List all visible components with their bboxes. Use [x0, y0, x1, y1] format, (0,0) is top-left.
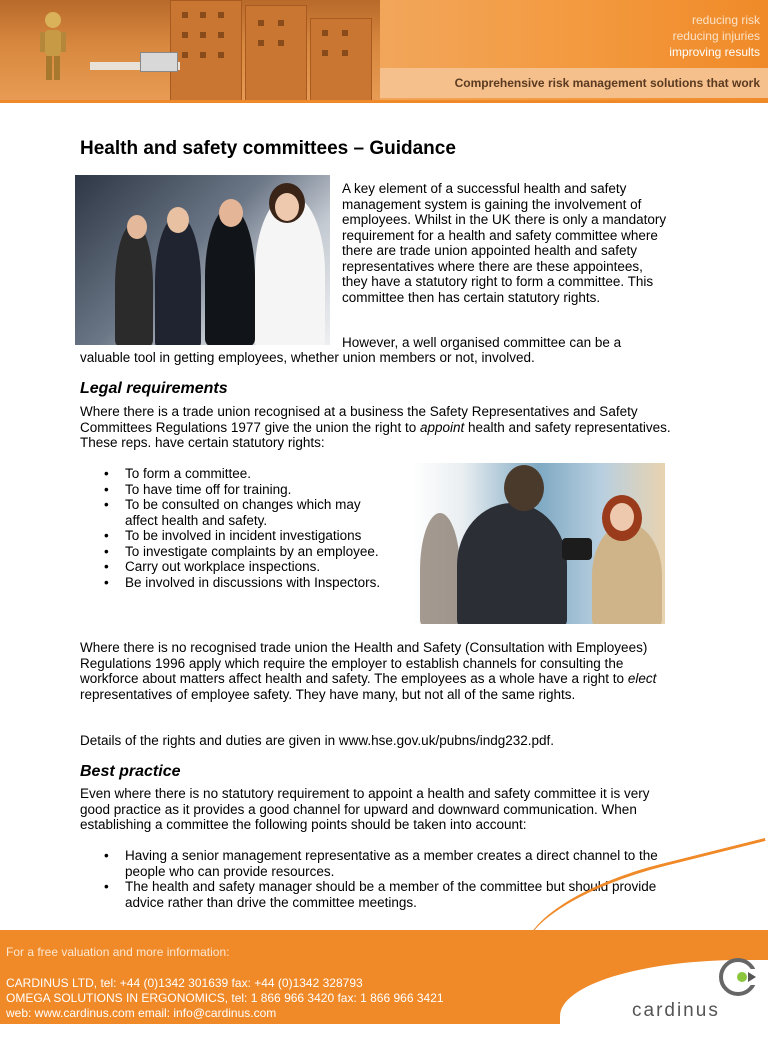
header-photo: [0, 0, 380, 103]
best-practice-heading: Best practice: [80, 763, 181, 780]
tagline-1: reducing risk: [691, 13, 760, 27]
no-union-text-end: representatives of employee safety. They have many, but not all of the same rights.: [80, 686, 576, 702]
cardinus-logo-icon: [718, 957, 758, 997]
intro-paragraph: A key element of a successful health and safety management system is gaining the involvement of employees. Whilst in the UK there is only a mandatory requirement for a health and safety committee where there are trade union appointed health and safety representatives where there are these appointees, they have a statutory right to form a committee. This committee then has certain statutory rights.: [342, 181, 667, 305]
list-item: • To be involved in incident investigations: [80, 528, 385, 544]
header-subtitle: Comprehensive risk management solutions that work: [454, 76, 760, 90]
legal-heading: Legal requirements: [80, 380, 228, 397]
no-union-paragraph: [80, 640, 680, 702]
however-line-1: However, a well organised committee can be a: [342, 335, 622, 350]
footer-lead: For a free valuation and more information:: [6, 945, 230, 959]
no-union-text-emphasis: elect: [627, 671, 657, 686]
list-item: • To be consulted on changes which may affect health and safety.: [80, 497, 385, 528]
tagline-3: improving results: [669, 45, 760, 59]
crash-dummy-icon: [38, 10, 68, 82]
list-item: • To investigate complaints by an employee.: [80, 544, 385, 560]
header-banner: [0, 0, 768, 103]
list-item: • To have time off for training.: [80, 482, 385, 498]
taglines: [669, 12, 760, 60]
footer-web-email: web: www.cardinus.com email: info@cardinus.com: [6, 1006, 277, 1020]
legal-text-end: health and safety representatives. These reps. have certain statutory rights:: [80, 419, 671, 450]
legal-text-start: Where there is a trade union recognised at a business the Safety Representatives and Safety Committees Regulations 1977 give the union the right to: [80, 404, 638, 435]
banner-edge: [0, 100, 768, 103]
details-paragraph: Details of the rights and duties are given in www.hse.gov.uk/pubns/indg232.pdf.: [80, 733, 555, 748]
team-photo: [75, 175, 330, 345]
footer-contact-omega: OMEGA SOLUTIONS IN ERGONOMICS, tel: 1 866 966 3420 fax: 1 866 966 3421: [6, 991, 444, 1005]
tagline-2: reducing injuries: [672, 29, 760, 43]
legal-text-emphasis: appoint: [419, 419, 465, 435]
cardinus-logo-text: cardinus: [632, 1000, 720, 1021]
however-line-2: valuable tool in getting employees, whether union members or not, involved.: [80, 350, 535, 365]
monitor-shape: [140, 52, 178, 72]
list-item: • Having a senior management representative as a member creates a direct channel to the people who can provide resources.: [80, 848, 670, 879]
page-title: Health and safety committees – Guidance: [80, 138, 456, 159]
footer-contact-cardinus: CARDINUS LTD, tel: +44 (0)1342 301639 fax: +44 (0)1342 328793: [6, 976, 363, 990]
rights-list: [80, 466, 385, 590]
list-item: • Be involved in discussions with Inspectors.: [80, 575, 385, 591]
no-union-text-start: Where there is no recognised trade union the Health and Safety (Consultation with Employees) Regulations 1996 apply which require the employer to establish channels for consulting the workforce about matters affect health and safety. The employees as a whole have a right to: [80, 640, 648, 686]
legal-paragraph: [80, 404, 680, 451]
list-item: • Carry out workplace inspections.: [80, 559, 385, 575]
list-item: • To form a committee.: [80, 466, 385, 482]
meeting-photo: [412, 463, 665, 624]
best-practice-paragraph: Even where there is no statutory requirement to appoint a health and safety committee it is very good practice as it provides a good channel for upward and downward communication. When establishing a committee the following points should be taken into account:: [80, 786, 650, 832]
list-item: • The health and safety manager should be a member of the committee but should provide advice rather than drive the committee meetings.: [80, 879, 670, 910]
